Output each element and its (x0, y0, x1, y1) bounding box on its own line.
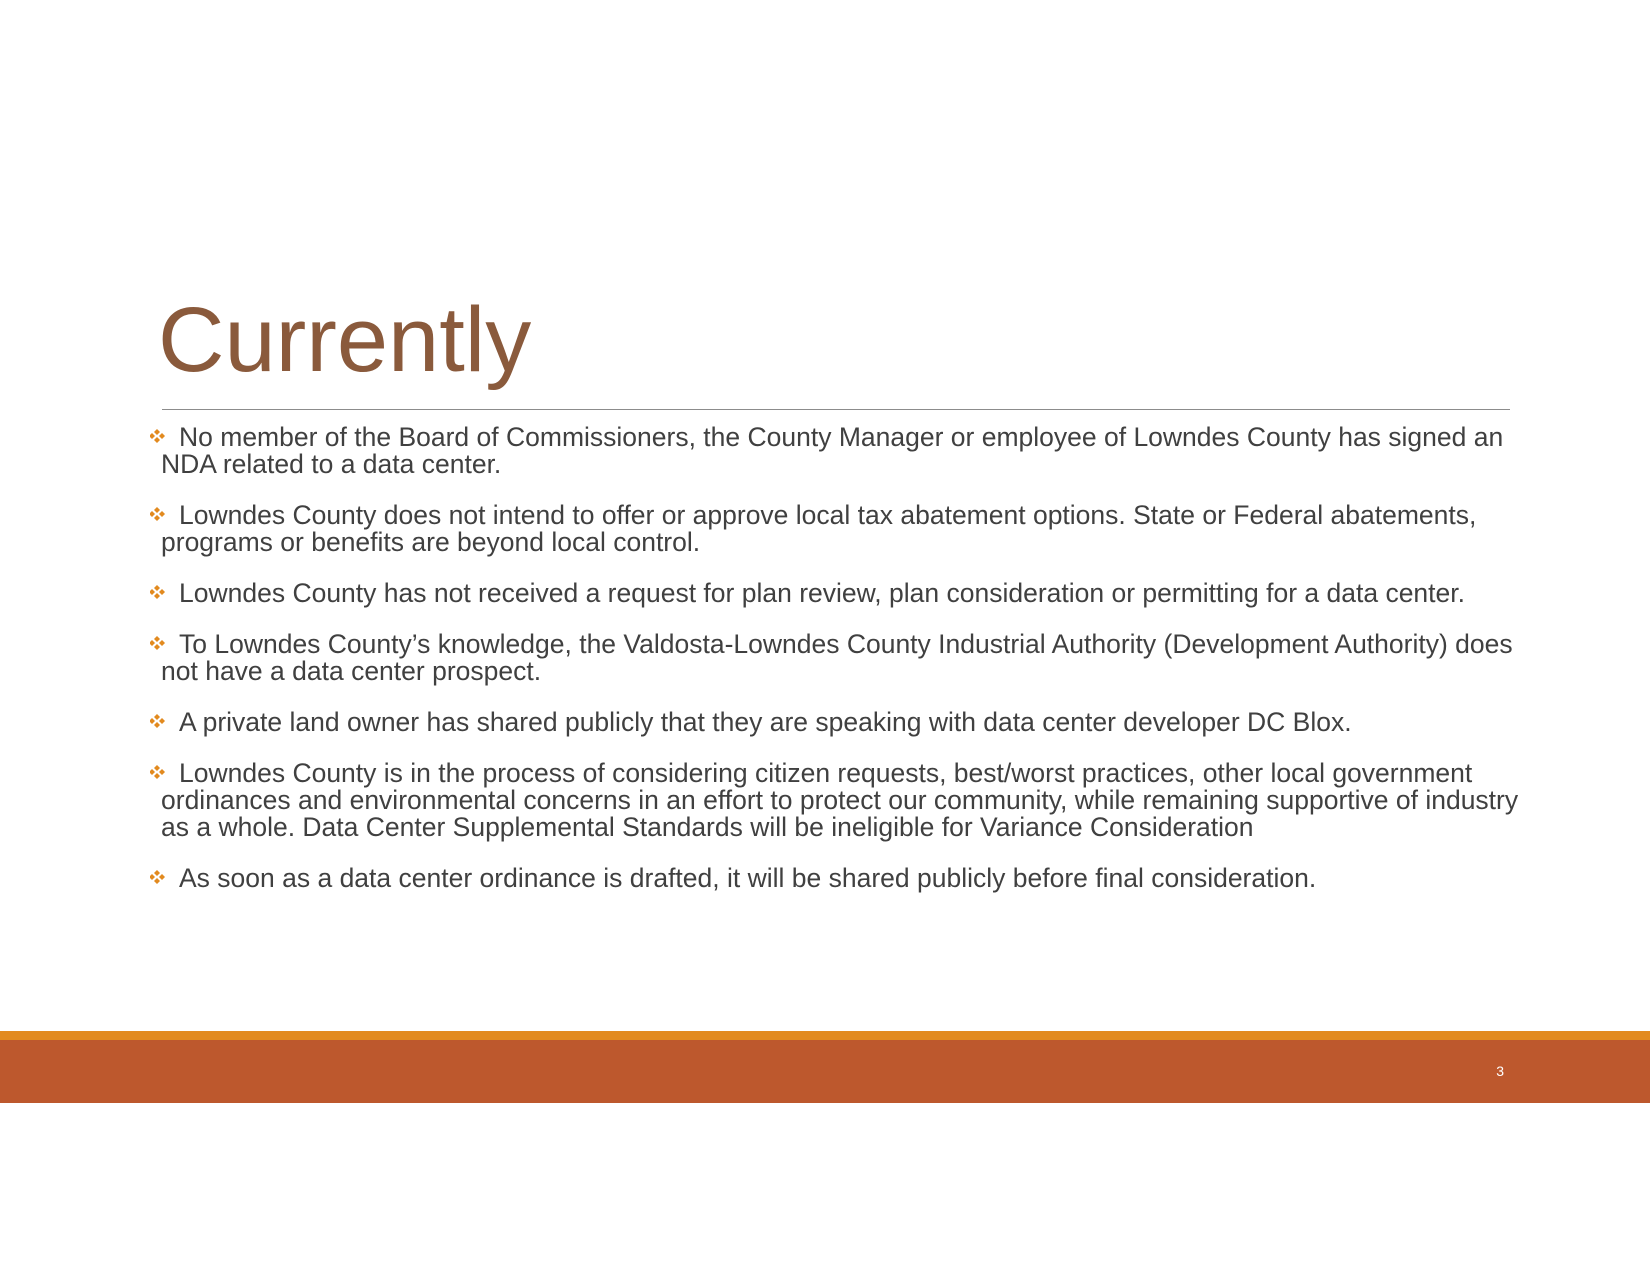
bullet-text: To Lowndes County’s knowledge, the Valdosta-Lowndes County Industrial Authority (Development Authority) does not have a data center prospect. (161, 629, 1513, 686)
four-diamond-icon (150, 713, 174, 733)
four-diamond-icon (150, 635, 174, 655)
bullet-item (150, 709, 1520, 736)
title-divider (162, 409, 1510, 410)
bullet-text: A private land owner has shared publicly that they are speaking with data center developer DC Blox. (179, 707, 1352, 737)
bullet-item (150, 502, 1520, 556)
bullet-item (150, 760, 1520, 841)
bullet-item (150, 424, 1520, 478)
bullet-item (150, 580, 1520, 607)
four-diamond-icon (150, 428, 174, 448)
four-diamond-icon (150, 764, 174, 784)
bullet-text: Lowndes County has not received a request for plan review, plan consideration or permitting for a data center. (179, 578, 1466, 608)
bullet-list (150, 424, 1520, 916)
bullet-text: Lowndes County is in the process of considering citizen requests, best/worst practices, other local government ordinances and environmental concerns in an effort to protect our community, while remaining supportive of industry as a whole. Data Center Supplemental Standards will be ineligible for Variance Consideration (161, 758, 1519, 842)
four-diamond-icon (150, 506, 174, 526)
footer-bar (0, 1040, 1650, 1103)
bullet-item (150, 631, 1520, 685)
footer-accent-stripe (0, 1031, 1650, 1040)
bullet-text: As soon as a data center ordinance is drafted, it will be shared publicly before final consideration. (179, 863, 1317, 893)
four-diamond-icon (150, 584, 174, 604)
page-number: 3 (1496, 1063, 1504, 1079)
bullet-text: Lowndes County does not intend to offer or approve local tax abatement options. State or Federal abatements, programs or benefits are beyond local control. (161, 500, 1477, 557)
slide-title: Currently (158, 289, 532, 391)
bullet-item (150, 865, 1520, 892)
bullet-text: No member of the Board of Commissioners, the County Manager or employee of Lowndes County has signed an NDA related to a data center. (161, 422, 1504, 479)
four-diamond-icon (150, 869, 174, 889)
